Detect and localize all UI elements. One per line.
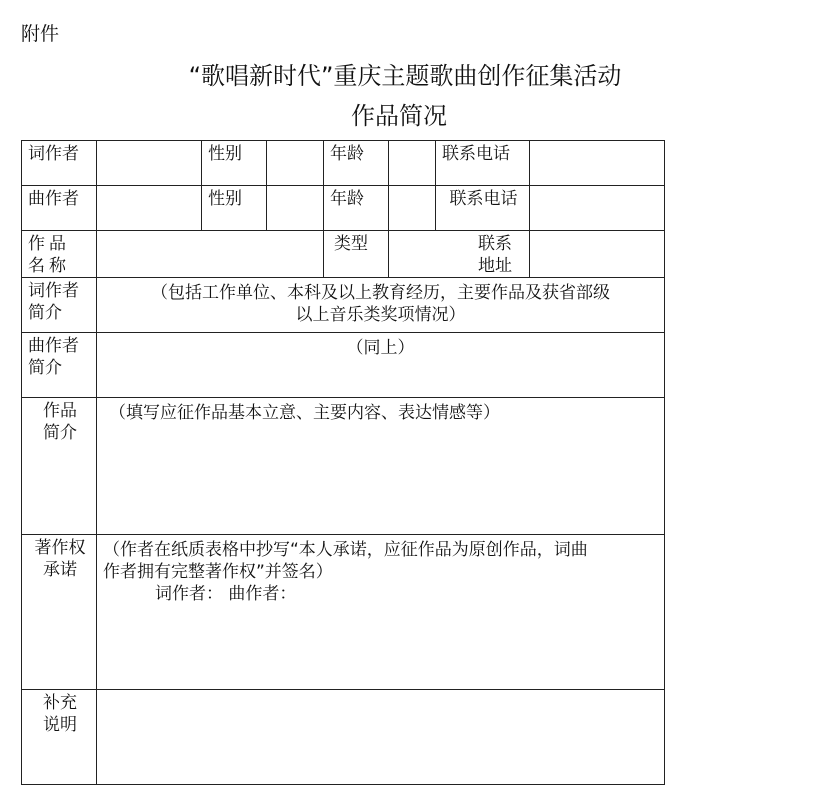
lyricist-bio-label xyxy=(22,278,97,333)
copyright-label xyxy=(22,535,97,690)
composer-bio-field[interactable] xyxy=(97,333,665,398)
lyricist-bio-field[interactable] xyxy=(97,278,665,333)
work-name-label-line1: 作品 xyxy=(28,234,70,254)
work-name-field[interactable] xyxy=(97,231,324,278)
lyricist-bio-note-line1: （包括工作单位、本科及以上教育经历，主要作品及获省部级 xyxy=(151,283,610,303)
supplement-label-line1: 补充 xyxy=(43,693,77,713)
copyright-note-line1: （作者在纸质表格中抄写“本人承诺，应征作品为原创作品，词曲 xyxy=(103,540,588,560)
document-subtitle: 作品简况 xyxy=(351,102,447,130)
composer-age-label: 年龄 xyxy=(324,186,389,231)
composer-gender-label: 性别 xyxy=(202,186,267,231)
lyricist-age-label: 年龄 xyxy=(324,141,389,186)
work-name-label xyxy=(22,231,97,278)
composer-name-field[interactable] xyxy=(97,186,202,231)
work-bio-row xyxy=(22,398,665,535)
lyricist-name-field[interactable] xyxy=(97,141,202,186)
copyright-row xyxy=(22,535,665,690)
attachment-label: 附件 xyxy=(21,23,60,45)
copyright-note-line2: 作者拥有完整著作权”并签名） xyxy=(103,562,333,582)
work-type-label: 类型 xyxy=(324,231,389,278)
composer-label: 曲作者 xyxy=(22,186,97,231)
work-address-cell[interactable] xyxy=(478,231,665,278)
submission-form-table xyxy=(21,140,665,785)
copyright-label-line1: 著作权 xyxy=(34,538,86,558)
lyricist-bio-row xyxy=(22,278,665,333)
work-name-row xyxy=(22,231,665,278)
work-bio-label-line2: 简介 xyxy=(43,423,77,443)
composer-bio-note: （同上） xyxy=(346,338,415,358)
lyricist-gender-field[interactable] xyxy=(267,141,324,186)
composer-phone-field[interactable] xyxy=(530,186,665,231)
lyricist-gender-label: 性别 xyxy=(202,141,267,186)
work-name-label-line2: 名称 xyxy=(28,256,70,276)
supplement-row xyxy=(22,690,665,785)
lyricist-label: 词作者 xyxy=(22,141,97,186)
copyright-label-line2: 承诺 xyxy=(43,560,77,580)
work-bio-field[interactable] xyxy=(97,398,665,535)
document-title: “歌唱新时代”重庆主题歌曲创作征集活动 xyxy=(188,62,622,90)
composer-gender-field[interactable] xyxy=(267,186,324,231)
lyricist-age-field[interactable] xyxy=(389,141,436,186)
work-bio-label xyxy=(22,398,97,535)
lyricist-row xyxy=(22,141,665,186)
lyricist-phone-label: 联系电话 xyxy=(436,141,530,186)
address-label-line1: 联系 xyxy=(478,234,512,254)
address-label-line2: 地址 xyxy=(478,256,512,276)
lyricist-bio-note-line2: 以上音乐类奖项情况） xyxy=(295,305,466,325)
composer-bio-label-line1: 曲作者 xyxy=(28,336,79,356)
supplement-label-line2: 说明 xyxy=(43,715,77,735)
lyricist-bio-label-line1: 词作者 xyxy=(28,281,79,301)
composer-bio-row xyxy=(22,333,665,398)
supplement-label xyxy=(22,690,97,785)
lyricist-phone-field[interactable] xyxy=(530,141,665,186)
copyright-signature-line: 词作者： 曲作者： xyxy=(155,584,297,604)
copyright-field[interactable] xyxy=(97,535,665,690)
composer-row xyxy=(22,186,665,231)
lyricist-bio-label-line2: 简介 xyxy=(28,303,62,323)
composer-bio-label xyxy=(22,333,97,398)
composer-age-field[interactable] xyxy=(389,186,436,231)
work-bio-label-line1: 作品 xyxy=(43,401,77,421)
composer-phone-label: 联系电话 xyxy=(436,186,530,231)
composer-bio-label-line2: 简介 xyxy=(28,358,62,378)
work-bio-note: （填写应征作品基本立意、主要内容、表达情感等） xyxy=(109,403,500,423)
supplement-field[interactable] xyxy=(97,690,665,785)
